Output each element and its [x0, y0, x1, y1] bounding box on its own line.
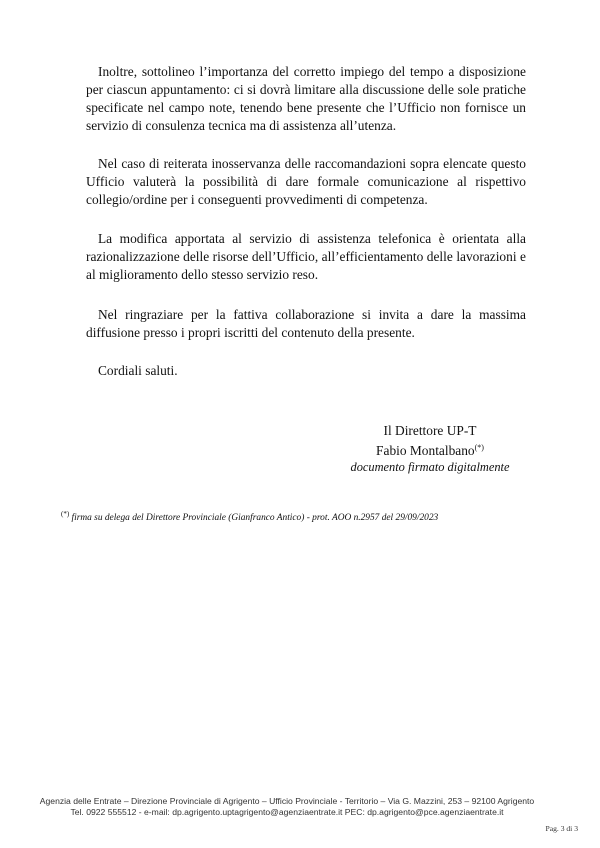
footnote [61, 508, 438, 524]
body-paragraph-3: La modifica apportata al servizio di assistenza telefonica è orientata alla razionalizzazione delle risorse dell’Ufficio, all’efficientamento delle lavorazioni e al miglioramento dello stesso servizio reso. [86, 231, 526, 282]
page-footer [0, 796, 574, 818]
signer-name-line [330, 439, 530, 459]
closing-salutation: Cordiali saluti. [98, 363, 178, 378]
signature-block [330, 422, 530, 476]
signer-footnote-mark: (*) [474, 443, 484, 452]
body-paragraph-2: Nel caso di reiterata inosservanza delle raccomandazioni sopra elencate questo Ufficio valuterà la possibilità di dare formale comunicazione al rispettivo collegio/ordine per i conseguenti provvedimenti di competenza. [86, 156, 526, 207]
signer-title: Il Direttore UP-T [383, 423, 477, 438]
footnote-text: firma su delega del Direttore Provinciale (Gianfranco Antico) - prot. AOO n.2957 del 29/09/2023 [71, 513, 439, 523]
page-number: Pag. 3 di 3 [545, 824, 578, 833]
footer-address: Agenzia delle Entrate – Direzione Provinciale di Agrigento – Ufficio Provinciale - Territorio – Via G. Mazzini, 253 – 92100 Agrigento [39, 796, 535, 806]
body-paragraph-4: Nel ringraziare per la fattiva collaborazione si invita a dare la massima diffusione presso i propri iscritti del contenuto della presente. [86, 307, 526, 340]
footnote-mark: (*) [61, 510, 70, 518]
footer-contacts: Tel. 0922 555512 - e-mail: dp.agrigento.uptagrigento@agenziaentrate.it PEC: dp.agrigento@pce.agenziaentrate.it [70, 807, 504, 817]
digital-signature-note: documento firmato digitalmente [350, 460, 510, 474]
signer-name: Fabio Montalbano [376, 443, 475, 458]
body-paragraph-1: Inoltre, sottolineo l’importanza del corretto impiego del tempo a disposizione per ciascun appuntamento: ci si dovrà limitare alla discussione delle sole pratiche specificate nel campo note, tenendo bene presente che l’Ufficio non fornisce un servizio di consulenza tecnica ma di assistenza all’utenza. [86, 64, 526, 133]
